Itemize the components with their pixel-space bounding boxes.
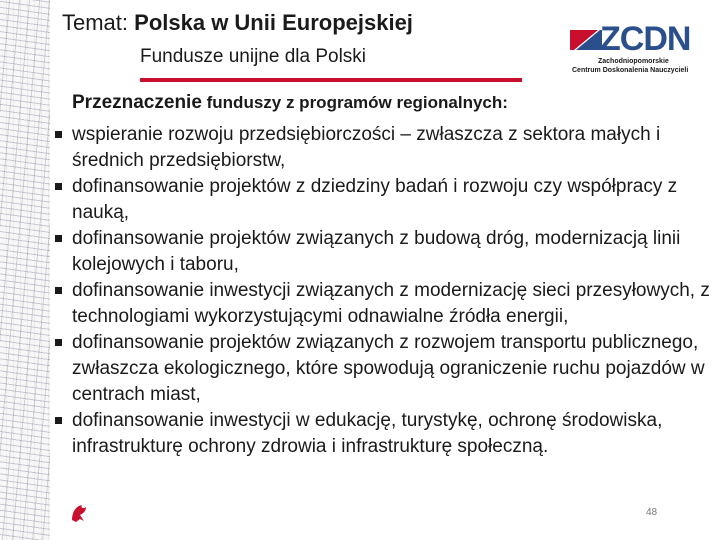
page-number: 48	[646, 507, 658, 518]
list-item	[55, 330, 715, 408]
heading-rest: funduszy z programów regionalnych:	[201, 93, 508, 112]
list-item	[55, 226, 715, 278]
square-bullet-icon	[55, 131, 62, 138]
list-item	[55, 174, 715, 226]
page-title	[62, 10, 413, 36]
square-bullet-icon	[55, 287, 62, 294]
logo-brand: ZCDN	[600, 20, 691, 58]
list-item-text: dofinansowanie inwestycji związanych z modernizację sieci przesyłowych, z technologiami wykorzystującymi odnawialne źródła energii,	[72, 280, 710, 327]
heading-lead: Przeznaczenie	[72, 92, 202, 113]
page-subtitle: Fundusze unijne dla Polski	[140, 46, 367, 67]
logo-tagline-2: Centrum Doskonalenia Nauczycieli	[572, 67, 689, 74]
title-underline	[140, 78, 522, 82]
footer-logo	[68, 500, 178, 528]
square-bullet-icon	[55, 183, 62, 190]
title-topic: Polska w Unii Europejskiej	[134, 10, 413, 35]
square-bullet-icon	[55, 339, 62, 346]
griffin-crest-icon	[68, 502, 90, 524]
funding-purpose-list	[55, 122, 715, 460]
square-bullet-icon	[55, 417, 62, 424]
square-bullet-icon	[55, 235, 62, 242]
decorative-document-strip	[0, 0, 50, 540]
zcdn-logo-mark-icon	[570, 26, 602, 54]
list-item-text: dofinansowanie projektów związanych z rozwojem transportu publicznego, zwłaszcza ekologicznego, które spowodują ograniczenie ruchu pojazdów w centrach miast,	[72, 332, 705, 405]
zcdn-logo	[570, 20, 710, 76]
list-item-text: dofinansowanie projektów z dziedziny badań i rozwoju czy współpracy z nauką,	[72, 176, 678, 223]
list-item-text: dofinansowanie inwestycji w edukację, turystykę, ochronę środowiska, infrastrukturę ochrony zdrowia i infrastrukturę społeczną.	[72, 410, 663, 457]
list-item-text: wspieranie rozwoju przedsiębiorczości – zwłaszcza z sektora małych i średnich przedsiębiorstw,	[72, 124, 661, 171]
list-item	[55, 278, 715, 330]
list-item	[55, 408, 715, 460]
logo-tagline-1: Zachodniopomorskie	[598, 58, 669, 65]
title-label: Temat:	[62, 10, 129, 35]
handwriting-texture	[0, 0, 50, 540]
list-item-text: dofinansowanie projektów związanych z budową dróg, modernizacją linii kolejowych i taboru,	[72, 228, 681, 275]
list-item	[55, 122, 715, 174]
section-heading	[72, 92, 508, 114]
